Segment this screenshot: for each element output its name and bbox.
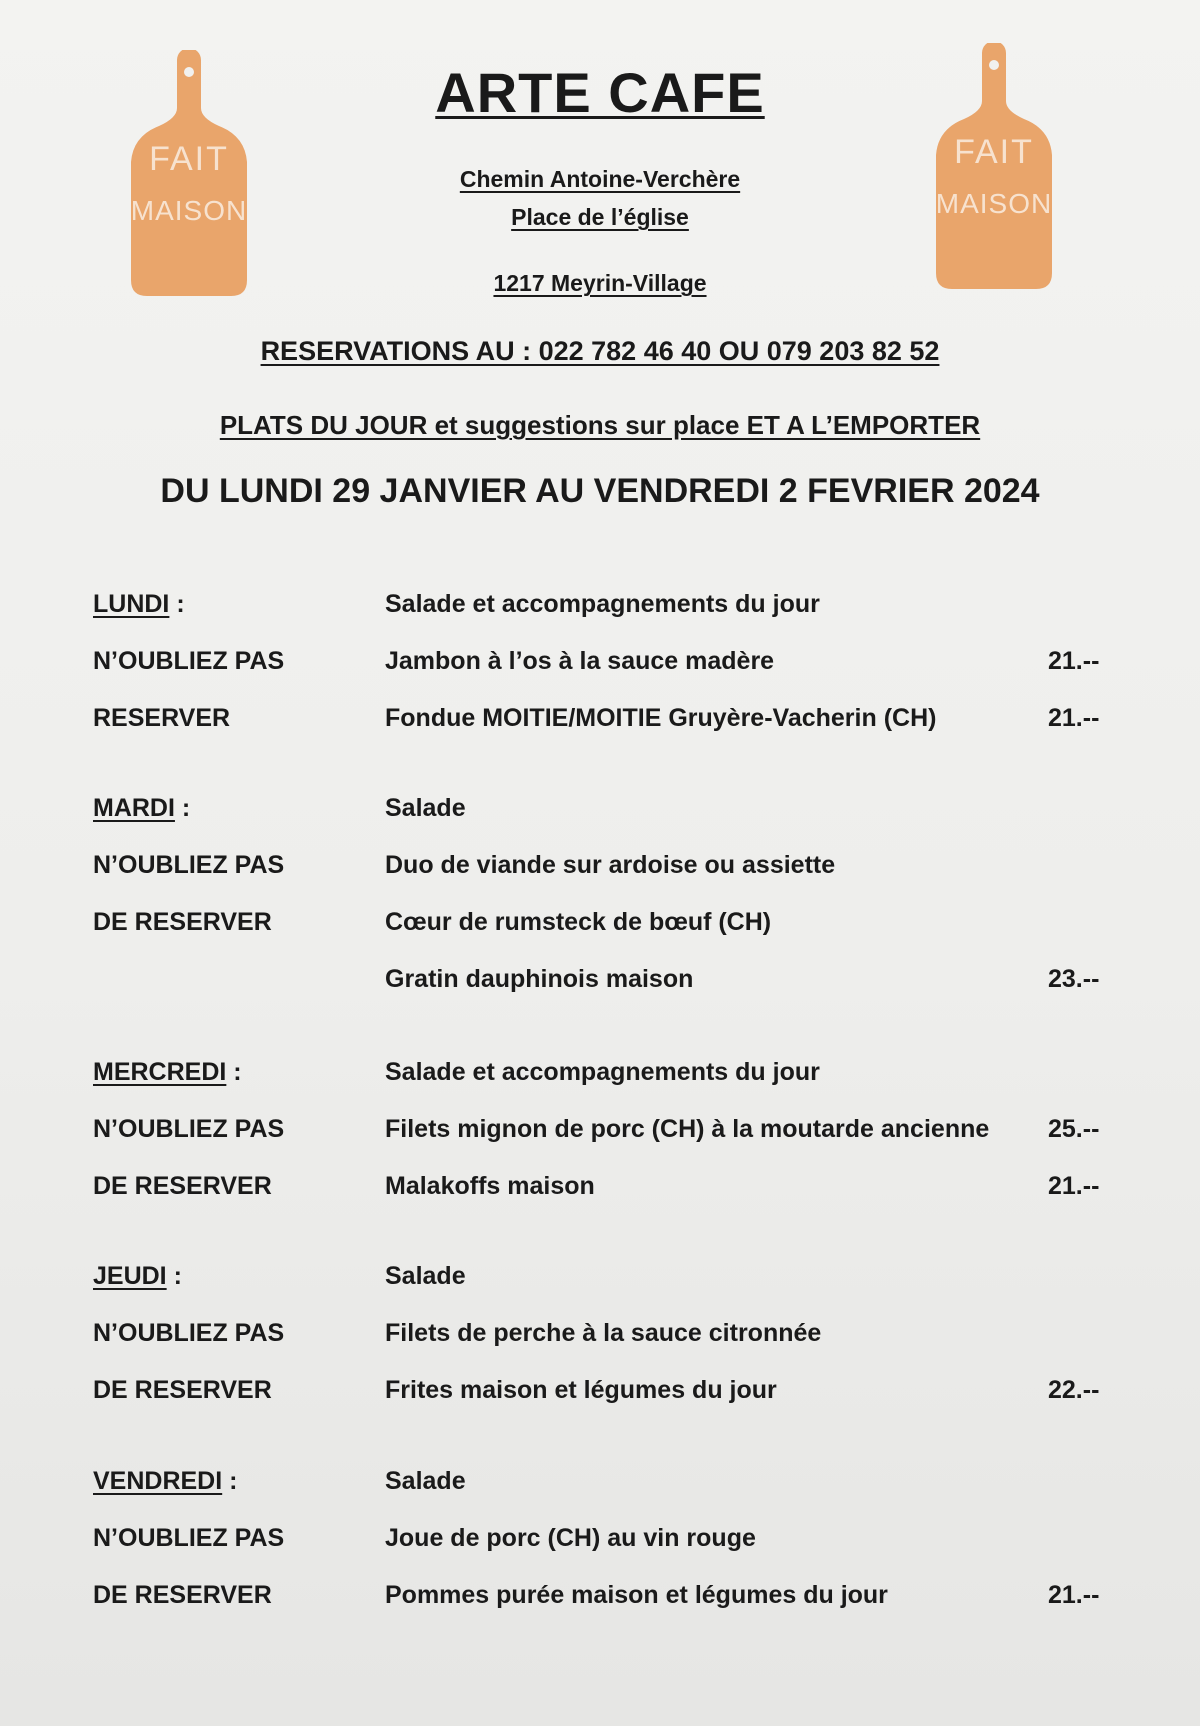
dish-name: Salade et accompagnements du jour [385, 590, 820, 618]
dish-name: Gratin dauphinois maison [385, 965, 694, 993]
svg-text:MAISON: MAISON [130, 195, 248, 226]
dish-name: Salade [385, 1262, 466, 1290]
dish-name: Filets de perche à la sauce citronnée [385, 1319, 822, 1347]
day-label [93, 1058, 242, 1087]
address-place: Place de l’église [511, 204, 689, 230]
address-street: Chemin Antoine-Verchère [459, 166, 741, 192]
reminder-text: N’OUBLIEZ PAS [93, 1115, 285, 1143]
dish-price: 23.-- [1048, 965, 1100, 993]
day-colon: : [174, 794, 191, 822]
reminder-text: N’OUBLIEZ PAS [93, 1524, 285, 1552]
dish-name: Cœur de rumsteck de bœuf (CH) [385, 908, 772, 936]
reminder-text: DE RESERVER [93, 1172, 272, 1200]
menu-row [0, 1467, 1200, 1501]
dish-price: 25.-- [1048, 1115, 1100, 1143]
day-colon: : [169, 590, 185, 618]
day-label [93, 590, 185, 619]
day-colon: : [222, 1467, 238, 1495]
menu-row [0, 1319, 1200, 1353]
dish-name: Malakoffs maison [385, 1172, 595, 1200]
dish-name: Fondue MOITIE/MOITIE Gruyère-Vacherin (CH) [385, 704, 937, 732]
reminder-text: RESERVER [93, 704, 231, 732]
dish-name: Frites maison et légumes du jour [385, 1376, 777, 1404]
menu-row [0, 647, 1200, 681]
menu-row [0, 1581, 1200, 1615]
week-dates-heading: DU LUNDI 29 JANVIER AU VENDREDI 2 FEVRIER 2024 [160, 472, 1040, 510]
dish-name: Salade [385, 794, 466, 822]
menu-row [0, 590, 1200, 624]
reminder-text: DE RESERVER [93, 1376, 272, 1404]
reminder-text: DE RESERVER [93, 908, 272, 936]
dish-name: Filets mignon de porc (CH) à la moutarde ancienne [385, 1115, 990, 1143]
dish-price: 21.-- [1048, 1581, 1100, 1609]
reservation-phone-line: RESERVATIONS AU : 022 782 46 40 OU 079 203 82 52 [260, 336, 940, 366]
menu-row [0, 794, 1200, 828]
day-name: LUNDI [93, 590, 170, 618]
day-label [93, 794, 190, 823]
dish-price: 21.-- [1048, 1172, 1100, 1200]
dish-name: Jambon à l’os à la sauce madère [385, 647, 775, 675]
day-name: MERCREDI [93, 1058, 227, 1086]
dish-name: Joue de porc (CH) au vin rouge [385, 1524, 756, 1552]
day-label [93, 1262, 182, 1291]
dish-name: Salade [385, 1467, 466, 1495]
day-name: JEUDI [93, 1262, 167, 1290]
menu-row [0, 965, 1200, 999]
menu-row [0, 851, 1200, 885]
restaurant-title: ARTE CAFE [435, 61, 765, 124]
reminder-text: N’OUBLIEZ PAS [93, 1319, 285, 1347]
menu-row [0, 1262, 1200, 1296]
menu-row [0, 1376, 1200, 1410]
dish-price: 21.-- [1048, 704, 1100, 732]
day-name: VENDREDI [93, 1467, 223, 1495]
day-label [93, 1467, 237, 1496]
reminder-text: N’OUBLIEZ PAS [93, 647, 285, 675]
menu-row [0, 1115, 1200, 1149]
dish-name: Salade et accompagnements du jour [385, 1058, 820, 1086]
menu-row [0, 1172, 1200, 1206]
menu-row [0, 908, 1200, 942]
plats-du-jour-heading: PLATS DU JOUR et suggestions sur place ET A L’EMPORTER [219, 410, 981, 440]
menu-row [0, 1058, 1200, 1092]
dish-name: Duo de viande sur ardoise ou assiette [385, 851, 836, 879]
day-name: MARDI [93, 794, 175, 822]
svg-text:FAIT: FAIT [954, 133, 1034, 171]
dish-price: 21.-- [1048, 647, 1100, 675]
reminder-text: DE RESERVER [93, 1581, 272, 1609]
reminder-text: N’OUBLIEZ PAS [93, 851, 285, 879]
menu-row [0, 704, 1200, 738]
svg-text:FAIT: FAIT [149, 140, 229, 178]
dish-price: 22.-- [1048, 1376, 1100, 1404]
menu-row [0, 1524, 1200, 1558]
address-city: 1217 Meyrin-Village [493, 270, 707, 296]
day-colon: : [166, 1262, 182, 1290]
dish-name: Pommes purée maison et légumes du jour [385, 1581, 888, 1609]
day-colon: : [226, 1058, 242, 1086]
svg-text:MAISON: MAISON [935, 188, 1053, 219]
